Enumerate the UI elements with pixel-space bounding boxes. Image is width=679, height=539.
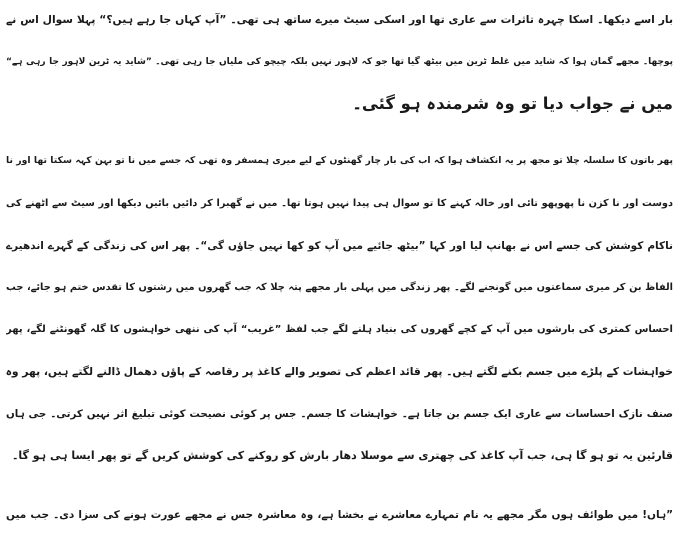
paragraph-2-line-8: قارئین یہ تو ہو گا ہی، جب آپ کاغذ کی چھتری سے موسلا دھار بارش کو روکنے کی کوشش کریں گے تو پھر ایسا ہی ہو گا۔ [11, 449, 673, 462]
paragraph-1-line-1: بار اسے دیکھا۔ اسکا چہرہ تاثرات سے عاری تھا اور اسکی سیٹ میرے ساتھ ہی تھی۔ ”آپ کہاں جا رہے ہیں؟“ پہلا سوال اس نے [6, 13, 673, 26]
paragraph-1-line-3: میں نے جواب دیا تو وہ شرمندہ ہو گئی۔ [352, 94, 673, 113]
paragraph-2-line-7: صنف نازک احساسات سے عاری ایک جسم بن جاتا ہے۔ خواہشات کا جسم۔ جس پر کوئی نصیحت کوئی تبلیغ اثر نہیں کرتی۔ جی ہاں [6, 408, 673, 420]
paragraph-2-line-3: ناکام کوشش کی جسے اس نے بھانپ لیا اور کہا ”بیٹھ جائیے میں آپ کو کھا نہیں جاؤں گی“۔ پھر اس کی زندگی کے گہرے اندھیرے [6, 240, 673, 252]
paragraph-1-line-2: پوچھا۔ مجھے گمان ہوا کہ شاید میں غلط ٹرین میں بیٹھ گیا تھا جو کہ لاہور نہیں بلکہ چیچو کی ملیاں جا رہی تھی۔ ”شاید یہ ٹرین لاہور جا رہی ہے“ [6, 57, 673, 67]
paragraph-3-line-1: ”ہاں! میں طوائف ہوں مگر مجھے یہ نام تمہارے معاشرے نے بخشا ہے، وہ معاشرہ جس نے مجھے عورت ہونے کی سزا دی۔ جب میں [6, 509, 673, 521]
paragraph-2-line-6: خواہشات کے پلڑے میں جسم بکنے لگتے ہیں۔ پھر قائد اعظم کی تصویر والے کاغذ پر رقاصہ کے پاؤں دھمال ڈالنے لگتے ہیں، پھر وہ [6, 365, 673, 378]
paragraph-2-line-1: پھر باتوں کا سلسلہ چلا تو مجھ پر یہ انکشاف ہوا کہ اب کی بار چار گھنٹوں کے لیے میری ہمسفر وہ تھی کہ جسے میں نا تو بہن کہہ سکتا تھا اور نا [6, 155, 673, 166]
paragraph-2-line-5: احساس کمتری کی بارشوں میں آپ کے کچے گھروں کی بنیاد ہلنے لگے جب لفظ ”غریب“ آپ کی ننھی خواہشوں کا گلہ گھونٹنے لگے، پھر [6, 324, 673, 335]
paragraph-2-line-2: دوست اور نا کزن نا پھوپھو تائی اور خالہ کہنے کا تو سوال ہی پیدا نہیں ہوتا تھا۔ میں نے گھبرا کر دائیں بائیں دیکھا اور سیٹ سے اٹھنے کی [6, 198, 673, 209]
paragraph-2-line-4: الفاظ بن کر میری سماعتوں میں گونجنے لگے۔ پھر زندگی میں پہلی بار مجھے پتہ چلا کہ جب گھروں میں رشتوں کا تقدس ختم ہو جائے، جب [6, 282, 673, 293]
